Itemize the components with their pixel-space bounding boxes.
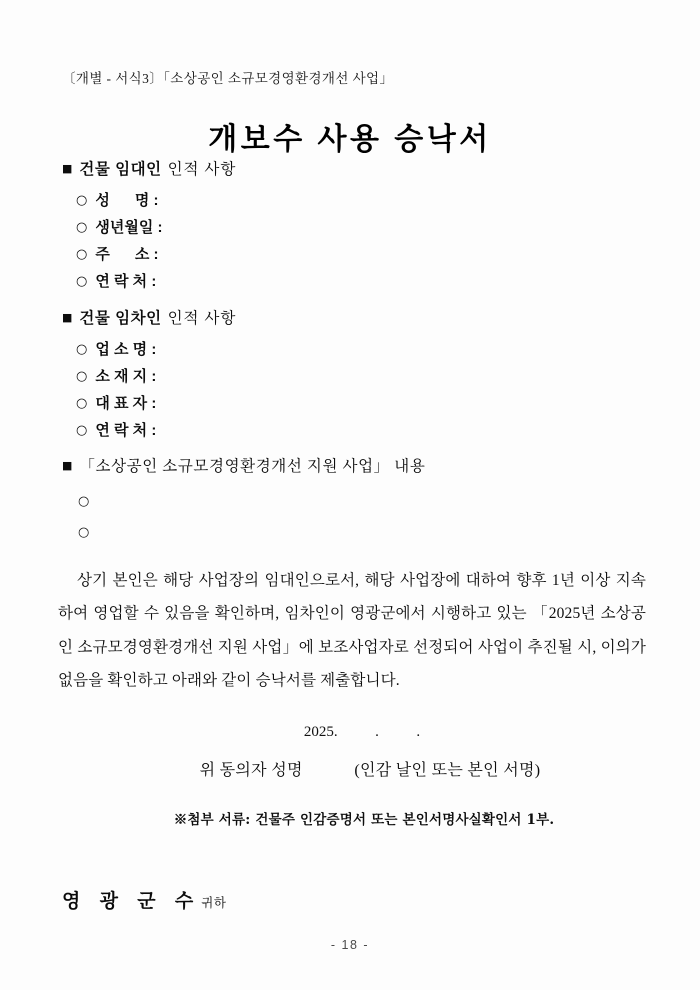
field-row — [76, 417, 236, 444]
circle-bullet-icon: ○ — [76, 274, 88, 289]
section-heading-lessor — [62, 158, 236, 181]
section-heading-project — [62, 455, 425, 478]
square-bullet-icon: ■ — [62, 459, 73, 472]
signature-line: 위 동의자 성명 (인감 날인 또는 본인 서명) — [199, 762, 541, 779]
section-lessor-info — [62, 158, 236, 311]
field-list-lessor — [62, 187, 236, 295]
circle-bullet-icon: ○ — [76, 369, 88, 384]
field-label-business-name: 업 소 명 : — [95, 341, 157, 358]
section-heading-lessee — [62, 307, 236, 330]
circle-bullet-icon: ○ — [76, 247, 88, 262]
square-bullet-icon: ■ — [62, 162, 73, 175]
section-project-contents — [62, 455, 425, 564]
section-heading-light-lessor: 인적 사항 — [167, 161, 237, 178]
square-bullet-icon: ■ — [62, 311, 73, 324]
field-row — [76, 214, 236, 241]
field-row — [76, 241, 236, 268]
blank-entry-list — [62, 486, 425, 548]
section-lessee-info — [62, 307, 236, 460]
circle-bullet-icon: ○ — [76, 220, 88, 235]
circle-bullet-icon: ○ — [78, 525, 90, 540]
form-code-label: 〔개별 - 서식3〕「소상공인 소규모경영환경개선 사업」 — [62, 71, 394, 86]
section-heading-strong-lessee: 건물 임차인 — [79, 310, 162, 327]
recipient-office: 영 광 군 수 — [62, 891, 201, 912]
field-row — [76, 390, 236, 417]
page-number: - 18 - — [330, 938, 370, 952]
circle-bullet-icon: ○ — [76, 396, 88, 411]
field-label-address: 주 소 : — [95, 246, 159, 263]
page-title: 개보수 사용 승낙서 — [208, 123, 492, 157]
date-line: 2025. . . — [303, 724, 421, 740]
field-label-representative: 대 표 자 : — [95, 395, 157, 412]
field-label-birthdate: 생년월일 : — [95, 219, 163, 236]
section-heading-light-lessee: 인적 사항 — [167, 310, 237, 327]
field-row — [76, 363, 236, 390]
field-row — [76, 187, 236, 214]
recipient-honorific: 귀하 — [201, 896, 227, 910]
field-row — [76, 268, 236, 295]
field-label-contact: 연 락 처 : — [95, 422, 157, 439]
recipient-line — [62, 886, 226, 913]
circle-bullet-icon: ○ — [76, 342, 88, 357]
circle-bullet-icon: ○ — [78, 494, 90, 509]
field-label-name: 성 명 : — [95, 192, 159, 209]
section-heading-project-text: 「소상공인 소규모경영환경개선 지원 사업」 내용 — [79, 458, 426, 475]
field-label-contact: 연 락 처 : — [95, 273, 157, 290]
consent-statement-paragraph: 상기 본인은 해당 사업장의 임대인으로서, 해당 사업장에 대하여 향후 1년 이상 지속하여 영업할 수 있음을 확인하며, 임차인이 영광군에서 시행하고 있는 「2025년 소상공인 소규모경영환경개선 지원 사업」에 보조사업자로 선정되어 사업이 추진될 시, 이의가 없음을 확인하고 아래와 같이 승낙서를 제출합니다. — [58, 571, 646, 689]
circle-bullet-icon: ○ — [76, 193, 88, 208]
field-list-lessee — [62, 336, 236, 444]
field-row — [76, 336, 236, 363]
circle-bullet-icon: ○ — [76, 423, 88, 438]
field-label-location: 소 재 지 : — [95, 368, 157, 385]
attachment-note: ※첨부 서류: 건물주 인감증명서 또는 본인서명사실확인서 1부. — [173, 812, 555, 828]
section-heading-strong-lessor: 건물 임대인 — [79, 161, 162, 178]
